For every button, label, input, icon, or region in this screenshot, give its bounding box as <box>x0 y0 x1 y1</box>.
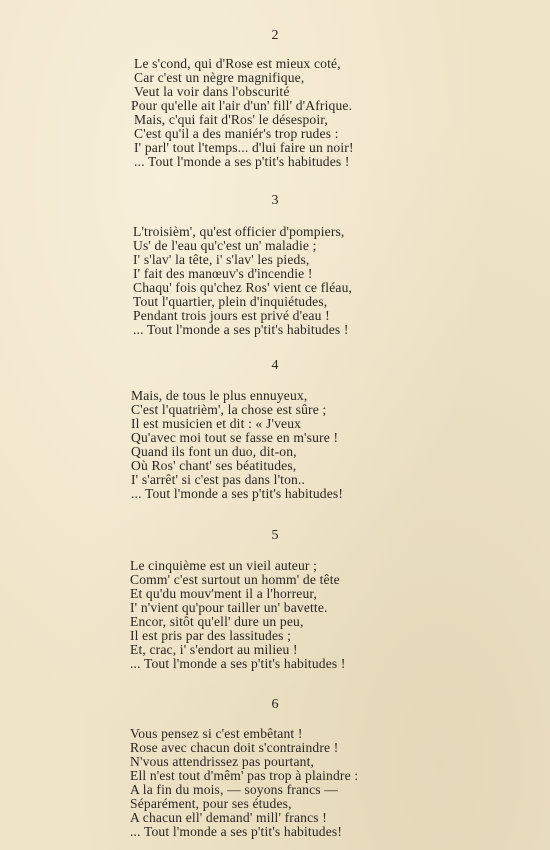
verse-line: A chacun ell' demand' mill' francs ! <box>130 810 327 825</box>
verse-line: Il est pris par des lassitudes ; <box>130 628 292 643</box>
verse-line: Encor, sitôt qu'ell' dure un peu, <box>130 614 304 629</box>
verse-line: Il est musicien et dit : « J'veux <box>131 416 302 431</box>
verse-line: Où Ros' chant' ses béatitudes, <box>131 458 297 473</box>
stanza-number: 5 <box>271 528 279 543</box>
verse-line: Qu'avec moi tout se fasse en m'sure ! <box>131 430 339 445</box>
verse-line: Rose avec chacun doit s'contraindre ! <box>130 740 339 755</box>
verse-line: Tout l'quartier, plein d'inquiétudes, <box>133 294 328 309</box>
verse-line: Le cinquième est un vieil auteur ; <box>130 558 318 573</box>
verse-line: Chaqu' fois qu'chez Ros' vient ce fléau, <box>133 280 353 295</box>
verse-line: ... Tout l'monde a ses p'tit's habitudes ! <box>134 154 350 169</box>
verse-line: Mais, c'qui fait d'Ros' le désespoir, <box>134 112 328 127</box>
verse-line: Vous pensez si c'est embêtant ! <box>130 726 303 741</box>
verse-line: Veut la voir dans l'obscurité <box>134 84 290 99</box>
verse-line: I' s'lav' la tête, i' s'lav' les pieds, <box>133 252 310 267</box>
verse-line: Comm' c'est surtout un homm' de tête <box>130 572 340 587</box>
stanza-number: 6 <box>271 697 279 712</box>
verse-line: Pour qu'elle ait l'air d'un' fill' d'Afrique. <box>131 98 353 113</box>
verse-line: Quand ils font un duo, dit-on, <box>131 444 297 459</box>
verse-line: ... Tout l'monde a ses p'tit's habitudes ! <box>133 322 349 337</box>
verse-line: Ell n'est tout d'mêm' pas trop à plaindre : <box>130 768 359 783</box>
stanza-number: 2 <box>271 28 279 43</box>
verse-line: A la fin du mois, — soyons francs — <box>130 782 339 797</box>
verse-line: Car c'est un nègre magnifique, <box>134 70 305 85</box>
verse-line: Séparément, pour ses études, <box>130 796 292 811</box>
verse-line: Us' de l'eau qu'c'est un' maladie ; <box>133 238 317 253</box>
verse-line: I' fait des manœuv's d'incendie ! <box>133 266 313 281</box>
verse-line: N'vous attendrissez pas pourtant, <box>130 754 315 769</box>
verse-line: I' parl' tout l'temps... d'lui faire un noir! <box>134 140 354 155</box>
stanza-number: 4 <box>271 358 279 373</box>
verse-line: Et qu'du mouv'ment il a l'horreur, <box>130 586 318 601</box>
verse-line: Le s'cond, qui d'Rose est mieux coté, <box>134 56 341 71</box>
verse-line: ... Tout l'monde a ses p'tit's habitudes ! <box>130 656 346 671</box>
verse-line: Pendant trois jours est privé d'eau ! <box>133 308 330 323</box>
verse-line: I' n'vient qu'pour tailler un' bavette. <box>130 600 328 615</box>
verse-line: L'troisièm', qu'est officier d'pompiers, <box>133 224 345 239</box>
verse-line: Et, crac, i' s'endort au milieu ! <box>130 642 298 657</box>
verse-line: I' s'arrêt' si c'est pas dans l'ton.. <box>131 472 306 487</box>
stanza-number: 3 <box>271 193 279 208</box>
verse-line: ... Tout l'monde a ses p'tit's habitudes! <box>131 486 344 501</box>
verse-line: ... Tout l'monde a ses p'tit's habitudes! <box>130 824 343 839</box>
verse-line: C'est l'quatrièm', la chose est sûre ; <box>131 402 327 417</box>
verse-line: C'est qu'il a des maniér's trop rudes : <box>134 126 339 141</box>
verse-line: Mais, de tous le plus ennuyeux, <box>131 388 308 403</box>
